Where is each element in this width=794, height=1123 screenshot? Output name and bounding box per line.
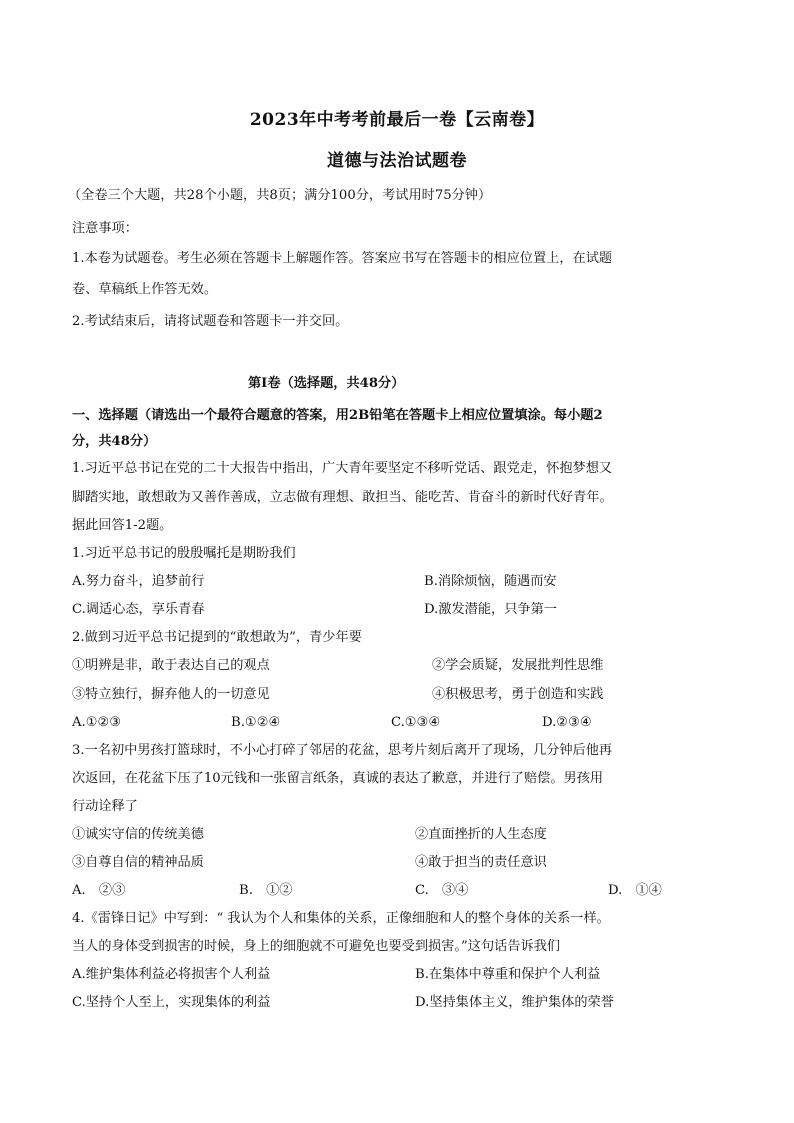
q4-option-d: D.坚持集体主义，维护集体的荣誉 — [415, 995, 614, 1010]
section-1-line-1: 一、选择题（请选出一个最符合题意的答案，用2B铅笔在答题卡上相应位置填涂。每小题2 — [72, 408, 603, 423]
q3-stem-line-1: 3.一名初中男孩打篮球时，不小心打碎了邻居的花盆，思考片刻后离开了现场，几分钟后他再 — [72, 743, 613, 758]
q3-option-a: A. ②③ — [72, 883, 126, 898]
q3-statement-3: ③自尊自信的精神品质 — [72, 855, 204, 870]
q1-option-c: C.调适心态，享乐青春 — [72, 602, 205, 617]
q2-option-a: A.①②③ — [72, 715, 122, 730]
q1-option-d: D.激发潜能，只争第一 — [424, 602, 557, 617]
exam-info: （全卷三个大题，共28个小题，共8页；满分100分，考试用时75分钟） — [68, 188, 492, 203]
q2-option-b: B.①②④ — [231, 715, 281, 730]
q3-statement-2: ②直面挫折的人生态度 — [415, 827, 547, 842]
q3-statement-4: ④敢于担当的责任意识 — [415, 855, 547, 870]
q3-option-b: B. ①② — [239, 883, 293, 898]
q2-statement-4: ④积极思考，勇于创造和实践 — [432, 687, 604, 702]
q4-option-b: B.在集体中尊重和保护个人利益 — [415, 967, 601, 982]
material-line-2: 脚踏实地，敢想敢为又善作善成，立志做有理想、敢担当、能吃苦、肯奋斗的新时代好青年。 — [72, 490, 613, 505]
q4-option-a: A.维护集体利益必将损害个人利益 — [72, 967, 271, 982]
q3-option-d: D. ①④ — [608, 883, 662, 898]
q4-option-c: C.坚持个人至上，实现集体的利益 — [72, 995, 271, 1010]
q1-option-a: A.努力奋斗，追梦前行 — [72, 574, 205, 589]
exam-subtitle: 道德与法治试题卷 — [327, 151, 467, 171]
exam-title: 2023年中考考前最后一卷【云南卷】 — [249, 110, 545, 130]
q1-option-b: B.消除烦恼，随遇而安 — [424, 574, 557, 589]
part-1-heading: 第Ⅰ卷（选择题，共48分） — [248, 376, 405, 391]
q4-stem-line-1: 4.《雷锋日记》中写到：“ 我认为个人和集体的关系，正像细胞和人的整个身体的关系一样。 — [72, 911, 610, 926]
q3-statement-1: ①诚实守信的传统美德 — [72, 827, 204, 842]
q2-statement-1: ①明辨是非，敢于表达自己的观点 — [72, 658, 270, 673]
notice-item-1-line-1: 1.本卷为试题卷。考生必须在答题卡上解题作答。答案应书写在答题卡的相应位置上，在试题 — [72, 251, 613, 266]
notice-item-2: 2.考试结束后，请将试题卷和答题卡一并交回。 — [72, 314, 349, 329]
material-line-1: 1.习近平总书记在党的二十大报告中指出，广大青年要坚定不移听党话、跟党走，怀抱梦想又 — [72, 461, 613, 476]
material-line-3: 据此回答1-2题。 — [72, 518, 173, 533]
q3-stem-line-3: 行动诠释了 — [72, 799, 138, 814]
q2-option-c: C.①③④ — [391, 715, 441, 730]
q2-statement-3: ③特立独行，摒弃他人的一切意见 — [72, 687, 270, 702]
q3-option-c: C. ③④ — [415, 883, 469, 898]
section-1-line-2: 分，共48分） — [72, 434, 157, 449]
notice-item-1-line-2: 卷、草稿纸上作答无效。 — [72, 282, 218, 297]
q1-stem: 1.习近平总书记的殷殷嘱托是期盼我们 — [72, 546, 296, 561]
q2-stem: 2.做到习近平总书记提到的“敢想敢为”，青少年要 — [72, 630, 362, 645]
q3-stem-line-2: 次返回，在花盆下压了10元钱和一张留言纸条，真诚的表达了歉意，并进行了赔偿。男孩用 — [72, 771, 604, 786]
q4-stem-line-2: 当人的身体受到损害的时候，身上的细胞就不可避免也要受到损害。”这句话告诉我们 — [72, 939, 561, 954]
q2-option-d: D.②③④ — [542, 715, 592, 730]
notice-heading: 注意事项： — [72, 221, 138, 236]
q2-statement-2: ②学会质疑，发展批判性思维 — [432, 658, 604, 673]
